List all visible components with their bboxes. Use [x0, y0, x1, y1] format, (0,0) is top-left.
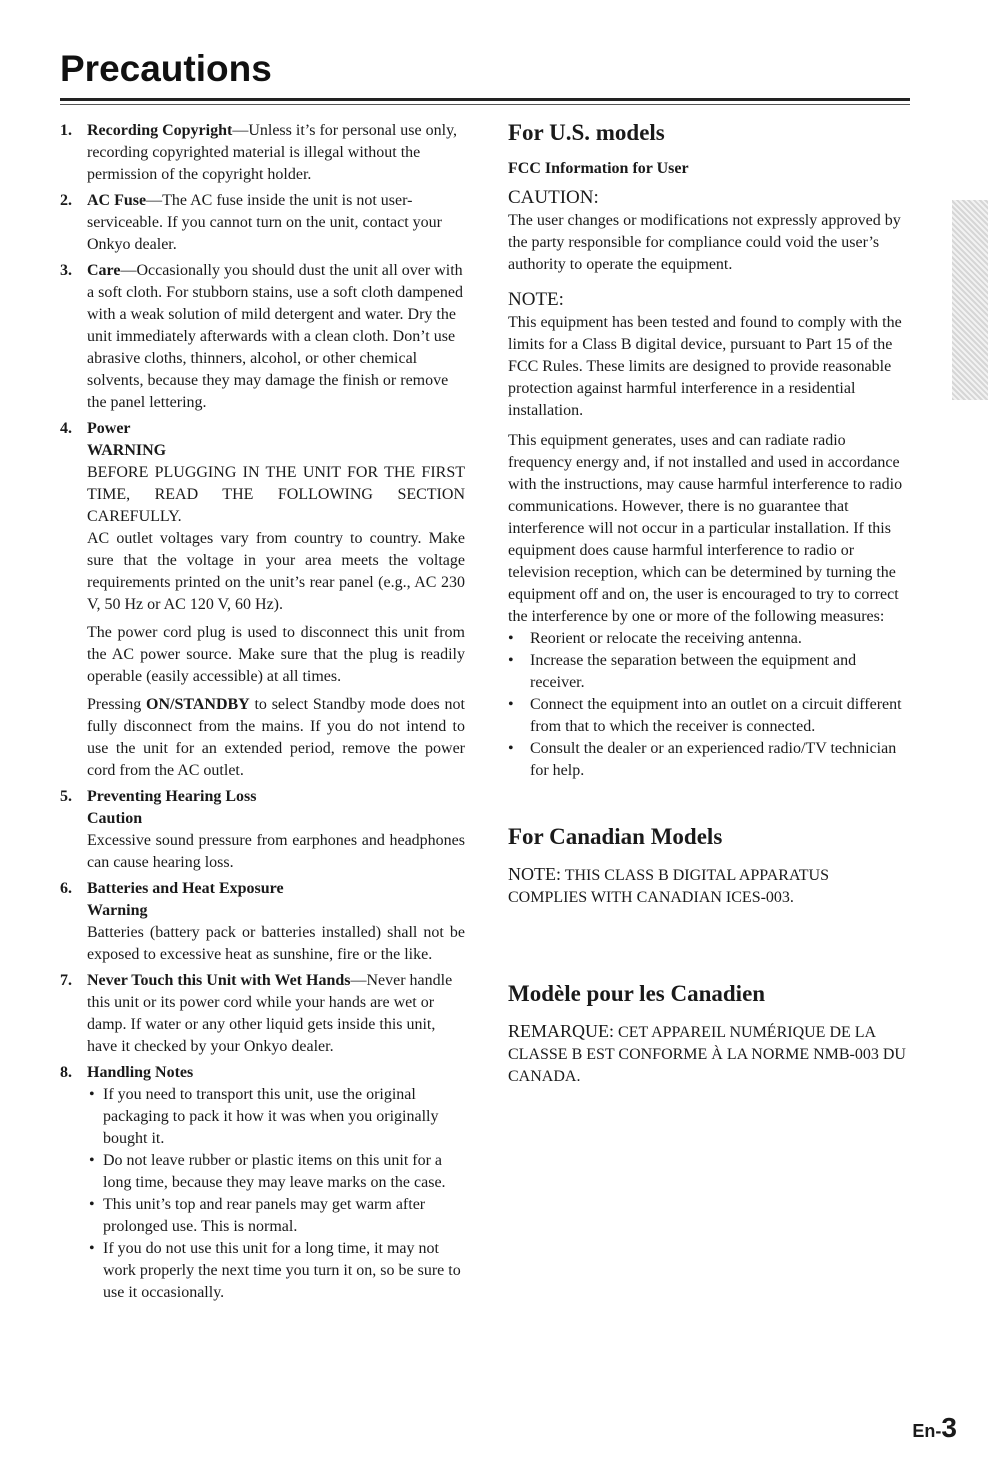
precautions-list — [55, 120, 465, 1304]
text-run: to select Standby mode does not fully disconnect from the mains. If you do not intend to use the unit for an extended period, remove the power cord from the AC outlet. — [87, 696, 465, 779]
section-heading: For U.S. models — [508, 120, 665, 145]
list-item — [55, 190, 465, 256]
item-text: Excessive sound pressure from earphones and headphones can cause hearing loss. — [87, 832, 465, 871]
french-note — [508, 1019, 908, 1088]
text-run: Pressing — [87, 696, 146, 713]
title-rule — [60, 98, 910, 101]
item-heading: Batteries and Heat Exposure — [87, 880, 284, 897]
list-item — [55, 260, 465, 414]
note-text: THIS CLASS B DIGITAL APPARATUS COMPLIES WITH CANADIAN ICES-003. — [508, 867, 829, 906]
item-text: Batteries (battery pack or batteries installed) shall not be exposed to excessive heat as sunshine, fire or the like. — [87, 924, 465, 963]
page-prefix: En- — [912, 1421, 942, 1441]
item-text: —Occasionally you should dust the unit all over with a soft cloth. For stubborn stains, use a soft cloth dampened with a weak solution of mild detergent and water. Dry the unit immediately afterwards with a clean cloth. Don’t use abrasive cloths, thinners, alcohol, or other chemical solvents, because they may damage the finish or remove the panel lettering. — [87, 262, 463, 411]
bullet-item: • Do not leave rubber or plastic items on this unit for a long time, because they may leave marks on the case. — [87, 1150, 465, 1194]
bullet-item: • This unit’s top and rear panels may get warm after prolonged use. This is normal. — [87, 1194, 465, 1238]
note-label: NOTE: — [508, 864, 561, 884]
list-item — [55, 786, 465, 874]
bullet-item: • Increase the separation between the equipment and receiver. — [508, 650, 908, 694]
us-models-section — [508, 118, 908, 782]
handling-notes-list — [87, 1084, 465, 1304]
section-heading: Modèle pour les Canadien — [508, 981, 766, 1006]
note-label: NOTE: — [508, 289, 564, 310]
precautions-column — [55, 120, 465, 1308]
item-paragraph: BEFORE PLUGGING IN THE UNIT FOR THE FIRST TIME, READ THE FOLLOWING SECTION CAREFULLY. — [87, 464, 465, 525]
list-item — [55, 418, 465, 782]
note-text: CET APPAREIL NUMÉRIQUE DE LA CLASSE B EST CONFORME À LA NORME NMB-003 DU CANADA. — [508, 1024, 906, 1085]
item-heading: Care — [87, 262, 121, 279]
item-text: —Never handle this unit or its power cord while your hands are wet or damp. If water or any other liquid gets inside this unit, have it checked by your Onkyo dealer. — [87, 972, 453, 1055]
item-heading: Preventing Hearing Loss — [87, 788, 257, 805]
caution-text: The user changes or modifications not expressly approved by the party responsible for compliance could void the user’s authority to operate the equipment. — [508, 212, 901, 273]
section-heading: For Canadian Models — [508, 824, 723, 849]
bullet-item: • If you need to transport this unit, use the original packaging to pack it how it was when you originally bought it. — [87, 1084, 465, 1150]
fcc-subheading: FCC Information for User — [508, 160, 689, 177]
item-paragraph: The power cord plug is used to disconnect this unit from the AC power source. Make sure that the plug is readily operable (easily accessible) at all times. — [87, 624, 465, 685]
caution-label: CAUTION: — [508, 187, 599, 208]
canadian-models-section — [508, 822, 908, 909]
list-item — [55, 1062, 465, 1304]
canada-note — [508, 862, 908, 909]
item-paragraph — [87, 694, 465, 782]
item-number: 4. — [60, 420, 72, 437]
item-number: 8. — [60, 1064, 72, 1081]
list-item — [55, 120, 465, 186]
item-heading: Power — [87, 420, 131, 437]
interference-text: This equipment generates, uses and can radiate radio frequency energy and, if not installed and used in accordance with the instructions, may cause harmful interference to radio communications. However, there is no guarantee that interference will not occur in a particular installation. If this equipment does cause harmful interference to radio or television reception, which can be determined by turning the equipment off and on, the user is encouraged to try to correct the interference by one or more of the following measures: — [508, 432, 903, 625]
item-number: 5. — [60, 788, 72, 805]
item-subheading: WARNING — [87, 442, 167, 459]
compliance-column — [508, 118, 908, 1088]
item-subheading: Warning — [87, 902, 148, 919]
item-number: 1. — [60, 122, 72, 139]
bullet-item: • Connect the equipment into an outlet on a circuit different from that to which the receiver is connected. — [508, 694, 908, 738]
item-heading: Never Touch this Unit with Wet Hands — [87, 972, 351, 989]
item-number: 7. — [60, 972, 72, 989]
page-number — [912, 1412, 957, 1444]
note-label: REMARQUE: — [508, 1021, 615, 1041]
measures-list — [508, 628, 908, 782]
item-paragraph: AC outlet voltages vary from country to country. Make sure that the voltage in your area meets the voltage requirements printed on the unit’s rear panel (e.g., AC 230 V, 50 Hz or AC 120 V, 60 Hz). — [87, 530, 465, 613]
item-text: —The AC fuse inside the unit is not user-serviceable. If you cannot turn on the unit, contact your Onkyo dealer. — [87, 192, 442, 253]
page-num: 3 — [941, 1412, 957, 1443]
french-section — [508, 979, 908, 1088]
item-number: 3. — [60, 262, 72, 279]
button-name: ON/STANDBY — [146, 696, 250, 713]
item-heading: AC Fuse — [87, 192, 147, 209]
item-subheading: Caution — [87, 810, 143, 827]
bullet-item: • Consult the dealer or an experienced radio/TV technician for help. — [508, 738, 908, 782]
item-text: —Unless it’s for personal use only, recording copyrighted material is illegal without the permission of the copyright holder. — [87, 122, 458, 183]
list-item — [55, 878, 465, 966]
bullet-item: • If you do not use this unit for a long time, it may not work properly the next time you turn it on, so be sure to use it occasionally. — [87, 1238, 465, 1304]
page-title: Precautions — [60, 48, 272, 89]
note-text: This equipment has been tested and found to comply with the limits for a Class B digital device, pursuant to Part 15 of the FCC Rules. These limits are designed to provide reasonable protection against harmful interference in a residential installation. — [508, 314, 902, 419]
section-tab-marker — [952, 200, 988, 400]
title-rule-thin — [60, 104, 910, 105]
item-heading: Recording Copyright — [87, 122, 233, 139]
item-number: 6. — [60, 880, 72, 897]
bullet-item: • Reorient or relocate the receiving antenna. — [508, 628, 908, 650]
list-item — [55, 970, 465, 1058]
item-number: 2. — [60, 192, 72, 209]
item-heading: Handling Notes — [87, 1064, 194, 1081]
